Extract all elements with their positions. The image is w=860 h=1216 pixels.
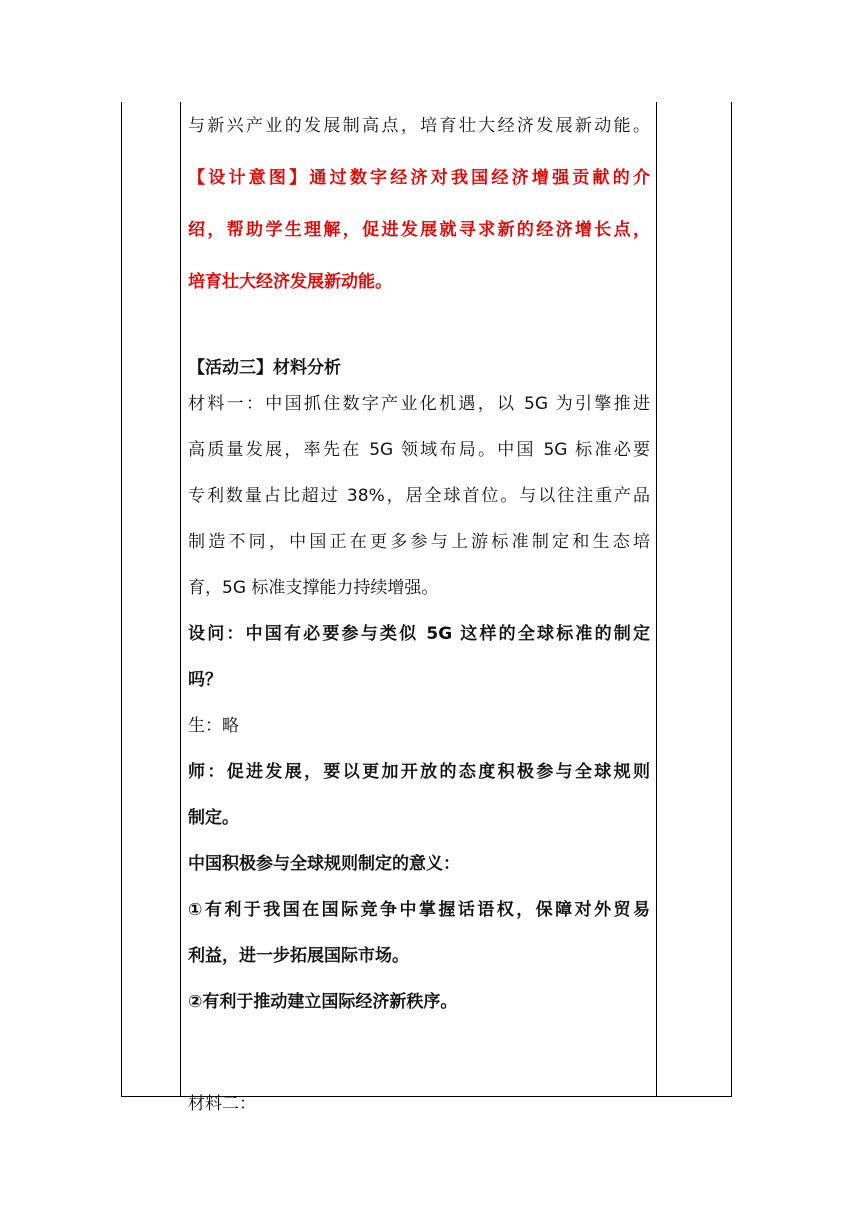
teacher-line: 师：促进发展，要以更加开放的态度积极参与全球规则 (188, 762, 650, 782)
intro-line: 与新兴产业的发展制高点，培育壮大经济发展新动能。 (188, 116, 650, 136)
teacher-line: 制定。 (188, 808, 239, 828)
design-intent-line: 绍，帮助学生理解，促进发展就寻求新的经济增长点， (188, 220, 650, 240)
question-line: 吗？ (188, 670, 222, 690)
activity-title: 【活动三】材料分析 (188, 358, 341, 378)
material-one-line: 育，5G 标准支撑能力持续增强。 (188, 578, 439, 598)
significance-point-2: ②有利于推动建立国际经济新秩序。 (188, 992, 458, 1012)
teacher-block (188, 754, 650, 836)
design-intent-line: 培育壮大经济发展新动能。 (188, 272, 392, 292)
question-block (188, 616, 650, 698)
material-one-line: 专利数量占比超过 38%，居全球首位。与以往注重产品 (188, 486, 650, 506)
lesson-content-cell (188, 108, 650, 1122)
significance-point-line: 利益，进一步拓展国际市场。 (188, 946, 409, 966)
question-line: 设问：中国有必要参与类似 5G 这样的全球标准的制定 (188, 624, 650, 644)
material-two-label: 材料二： (188, 1094, 256, 1114)
table-column-divider-2 (656, 102, 657, 1097)
design-intent-line: 【设计意图】通过数字经济对我国经济增强贡献的介 (188, 168, 650, 188)
table-border-left (121, 102, 122, 1097)
material-one-line: 材料一：中国抓住数字产业化机遇，以 5G 为引擎推进 (188, 394, 650, 414)
material-one-block (188, 386, 650, 606)
table-border-right (731, 102, 732, 1097)
significance-point-line: ①有利于我国在国际竞争中掌握话语权，保障对外贸易 (188, 900, 650, 920)
significance-title: 中国积极参与全球规则制定的意义： (188, 854, 460, 874)
significance-point-1 (188, 892, 650, 974)
table-column-divider-1 (180, 102, 181, 1097)
student-answer: 生：略 (188, 716, 239, 736)
material-one-line: 制造不同，中国正在更多参与上游标准制定和生态培 (188, 532, 650, 552)
material-one-line: 高质量发展，率先在 5G 领域布局。中国 5G 标准必要 (188, 440, 650, 460)
design-intent-block (188, 160, 650, 300)
